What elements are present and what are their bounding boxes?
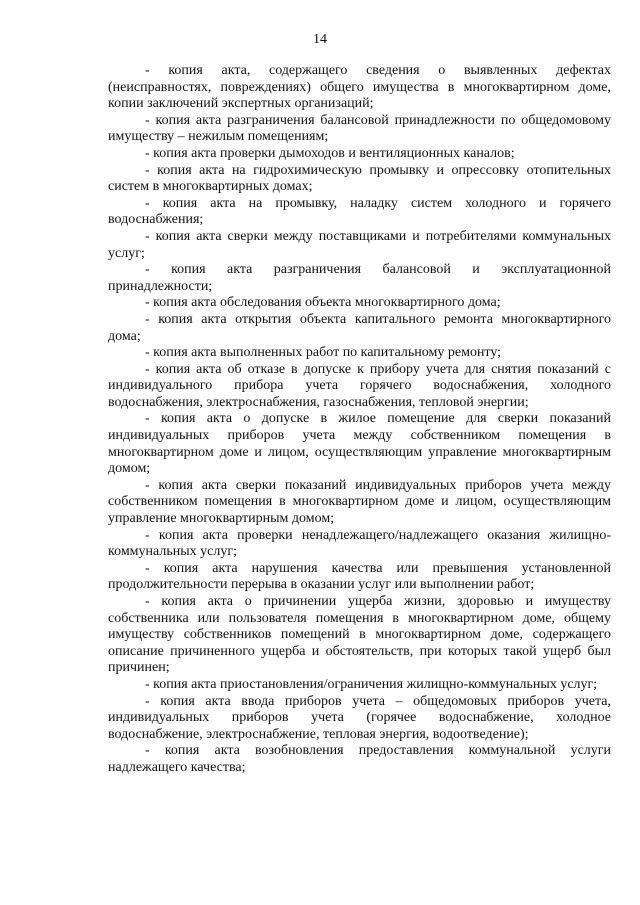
list-item: - копия акта проверки дымоходов и вентиляционных каналов; — [145, 145, 515, 161]
list-item: - копия акта о причинении ущерба жизни, здоровью и имуществу собственника или пользователя помещения в многоквартирном доме, общему имуществу собственников помещений в многоквартирном доме, содержащего описание причиненного ущерба и обстоятельств, при которых такой ущерб был причинен; — [108, 594, 611, 676]
list-item: - копия акта разграничения балансовой принадлежности по общедомовому имуществу – нежилым помещениям; — [108, 112, 611, 145]
list-item: - копия акта ввода приборов учета – общедомовых приборов учета, индивидуальных приборов учета (горячее водоснабжение, холодное водоснабжение, электроснабжение, тепловая энергия, водоотведение); — [108, 693, 611, 742]
list-item: - копия акта на гидрохимическую промывку и опрессовку отопительных систем в многоквартирных домах; — [108, 162, 611, 195]
list-item: - копия акта о допуске в жилое помещение для сверки показаний индивидуальных приборов учета между собственником помещения в многоквартирном доме и лицом, осуществляющим управление многоквартирным домом; — [108, 411, 611, 477]
list-item: - копия акта сверки показаний индивидуальных приборов учета между собственником помещения в многоквартирном доме и лицом, осуществляющим управление многоквартирным домом; — [108, 477, 611, 527]
list-item: - копия акта нарушения качества или превышения установленной продолжительности перерыва в оказании услуг или выполнении работ; — [108, 560, 611, 593]
list-item: - копия акта приостановления/ограничения жилищно-коммунальных услуг; — [145, 676, 598, 692]
list-item: - копия акта об отказе в допуске к прибору учета для снятия показаний с индивидуального прибора учета горячего водоснабжения, холодного водоснабжения, электроснабжения, газоснабжения, тепловой энергии; — [108, 361, 611, 410]
document-body — [108, 63, 611, 777]
list-item: - копия акта выполненных работ по капитальному ремонту; — [145, 345, 502, 361]
list-item: - копия акта на промывку, наладку систем холодного и горячего водоснабжения; — [108, 195, 611, 228]
page-number: 14 — [313, 32, 327, 47]
list-item: - копия акта открытия объекта капитального ремонта многоквартирного дома; — [108, 311, 611, 344]
list-item: - копия акта, содержащего сведения о выявленных дефектах (неисправностях, повреждениях) общего имущества в многоквартирном доме, копии заключений экспертных организаций; — [108, 63, 611, 112]
list-item: - копия акта обследования объекта многоквартирного дома; — [145, 295, 501, 311]
list-item: - копия акта проверки ненадлежащего/надлежащего оказания жилищно-коммунальных услуг; — [108, 527, 611, 560]
list-item: - копия акта сверки между поставщиками и потребителями коммунальных услуг; — [108, 228, 611, 261]
list-item: - копия акта возобновления предоставления коммунальной услуги надлежащего качества; — [108, 743, 611, 775]
list-item: - копия акта разграничения балансовой и эксплуатационной принадлежности; — [108, 262, 611, 294]
